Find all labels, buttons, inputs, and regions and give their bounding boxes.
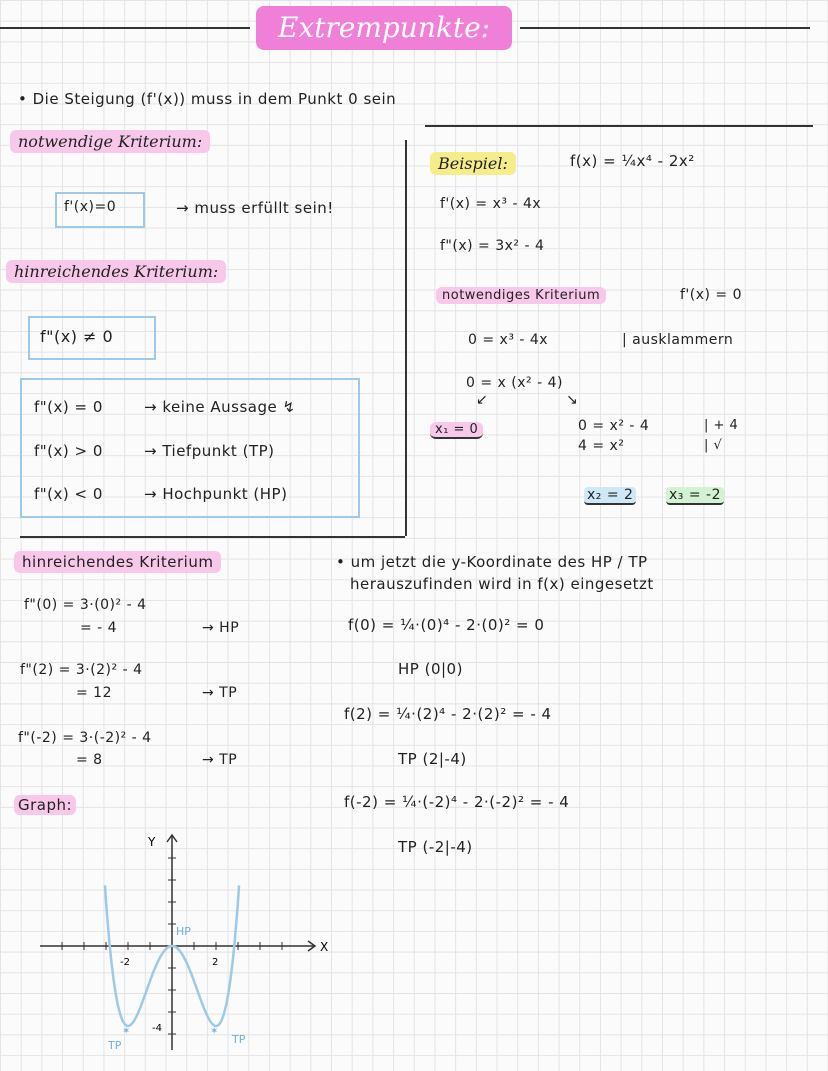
- example-step1: 0 = x³ - 4x: [468, 332, 549, 348]
- example-step2: 0 = x (x² - 4): [466, 375, 563, 391]
- example-f: f(x) = ¼x⁴ - 2x²: [570, 152, 695, 170]
- check-row-res: → HP: [202, 620, 240, 636]
- check-row-a: f"(-2) = 3·(-2)² - 4: [18, 730, 152, 746]
- example-step3a-note: | + 4: [704, 418, 739, 433]
- ycoord-f: f(-2) = ¼·(-2)⁴ - 2·(-2)² = - 4: [344, 793, 570, 811]
- example-f1: f'(x) = x³ - 4x: [440, 196, 542, 212]
- intro-text: • Die Steigung (f'(x)) muss in dem Punkt 0 sein: [18, 90, 397, 108]
- tick-label: -2: [120, 957, 130, 968]
- arrow-left-icon: ↙: [476, 392, 489, 408]
- check-row-b: = 8: [76, 752, 103, 768]
- case-result: → Tiefpunkt (TP): [144, 442, 275, 460]
- tp-right-marker-icon: ✶: [210, 1026, 219, 1037]
- hinreichend2-label: hinreichendes Kriterium: [14, 551, 221, 573]
- ycoord-point: TP (2|-4): [398, 750, 467, 768]
- arrow-right-icon: ↘: [566, 392, 579, 408]
- title-rule-right: [520, 27, 810, 29]
- ycoord-point: HP (0|0): [398, 660, 463, 678]
- check-row-b: = - 4: [80, 620, 118, 636]
- ycoord-f: f(0) = ¼·(0)⁴ - 2·(0)² = 0: [348, 616, 545, 634]
- y-axis-label: Y: [148, 835, 156, 849]
- example-step1-note: | ausklammern: [622, 332, 734, 348]
- page-title: Extrempunkte:: [256, 6, 512, 50]
- graph-svg: [30, 825, 330, 1060]
- root-x2: x₂ = 2: [584, 487, 636, 505]
- notwendig-formula: f'(x)=0: [64, 199, 117, 215]
- ycoord-text1: • um jetzt die y-Koordinate des HP / TP: [336, 553, 648, 571]
- check-row-a: f"(2) = 3·(2)² - 4: [20, 662, 143, 678]
- check-row-b: = 12: [76, 685, 112, 701]
- graph-label: Graph:: [14, 795, 76, 815]
- example-step3b-note: | √: [704, 438, 723, 453]
- case-cond: f"(x) = 0: [34, 398, 103, 416]
- case-result: → keine Aussage ↯: [144, 398, 296, 416]
- notwendig-label: notwendige Kriterium:: [10, 130, 210, 153]
- right-top-rule: [425, 125, 813, 127]
- tp-left-label: TP: [108, 1039, 122, 1052]
- tick-label: 2: [212, 957, 219, 968]
- root-x1: x₁ = 0: [430, 422, 483, 439]
- example-label: Beispiel:: [430, 152, 516, 175]
- hinreichend-label: hinreichendes Kriterium:: [6, 260, 226, 283]
- root-x3: x₃ = -2: [666, 487, 724, 505]
- check-row-res: → TP: [202, 685, 238, 701]
- ycoord-f: f(2) = ¼·(2)⁴ - 2·(2)² = - 4: [344, 705, 552, 723]
- title-rule-left: [0, 27, 250, 29]
- check-row-a: f"(0) = 3·(0)² - 4: [24, 597, 147, 613]
- example-crit-label: notwendiges Kriterium: [436, 287, 606, 304]
- ycoord-text2: herauszufinden wird in f(x) eingesetzt: [350, 575, 654, 593]
- hinreichend-formula: f"(x) ≠ 0: [40, 327, 114, 346]
- case-cond: f"(x) < 0: [34, 485, 103, 503]
- example-step3b: 4 = x²: [578, 438, 625, 454]
- check-row-res: → TP: [202, 752, 238, 768]
- case-cond: f"(x) > 0: [34, 442, 103, 460]
- tp-right-label: TP: [232, 1033, 246, 1046]
- example-f2: f"(x) = 3x² - 4: [440, 238, 545, 254]
- left-bottom-rule: [20, 536, 405, 538]
- vertical-divider: [405, 140, 407, 536]
- tick-label: -4: [152, 1023, 162, 1034]
- example-step3a: 0 = x² - 4: [578, 418, 650, 434]
- hp-label: HP: [176, 925, 191, 938]
- example-crit-eq: f'(x) = 0: [680, 287, 743, 303]
- x-axis-label: X: [320, 940, 329, 954]
- case-result: → Hochpunkt (HP): [144, 485, 288, 503]
- ycoord-point: TP (-2|-4): [398, 838, 473, 856]
- notwendig-note: → muss erfüllt sein!: [176, 199, 334, 217]
- tp-left-marker-icon: ✶: [122, 1026, 131, 1037]
